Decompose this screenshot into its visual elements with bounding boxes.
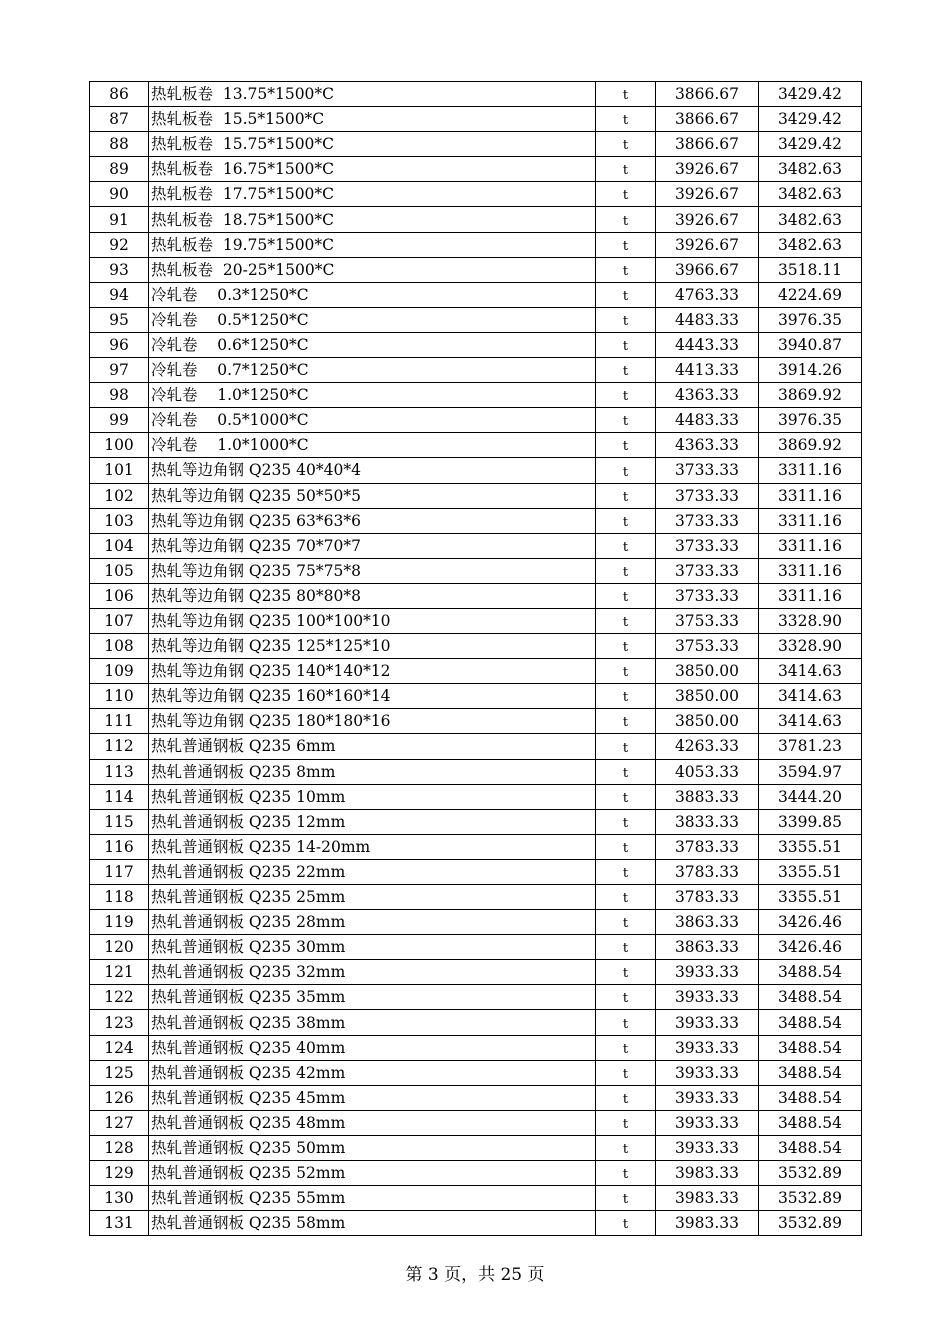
price-excl-cell: 3429.42 (759, 132, 862, 157)
table-row (90, 985, 862, 1010)
item-name-cell: 热轧等边角钢 Q235 40*40*4 (149, 458, 596, 483)
price-excl-cell: 3482.63 (759, 182, 862, 207)
price-cell: 3926.67 (656, 232, 759, 257)
price-cell: 3733.33 (656, 508, 759, 533)
price-cell: 3733.33 (656, 583, 759, 608)
price-excl-cell: 3429.42 (759, 82, 862, 107)
table-row (90, 1085, 862, 1110)
unit-cell: t (596, 1060, 656, 1085)
table-row (90, 558, 862, 583)
item-name-cell: 热轧普通钢板 Q235 55mm (149, 1186, 596, 1211)
item-number-cell: 119 (90, 910, 149, 935)
table-row (90, 508, 862, 533)
item-name-cell: 冷轧卷 0.5*1250*C (149, 307, 596, 332)
item-name-cell: 热轧普通钢板 Q235 40mm (149, 1035, 596, 1060)
item-number-cell: 108 (90, 634, 149, 659)
price-excl-cell: 3444.20 (759, 784, 862, 809)
item-number-cell: 110 (90, 684, 149, 709)
item-number-cell: 131 (90, 1211, 149, 1236)
price-excl-cell: 3869.92 (759, 433, 862, 458)
table-row (90, 809, 862, 834)
price-excl-cell: 3414.63 (759, 709, 862, 734)
item-name-cell: 热轧等边角钢 Q235 140*140*12 (149, 659, 596, 684)
table-row (90, 157, 862, 182)
unit-cell: t (596, 659, 656, 684)
unit-cell: t (596, 1186, 656, 1211)
price-cell: 3733.33 (656, 483, 759, 508)
item-number-cell: 115 (90, 809, 149, 834)
price-excl-cell: 3355.51 (759, 834, 862, 859)
price-cell: 3866.67 (656, 82, 759, 107)
price-excl-cell: 3518.11 (759, 257, 862, 282)
item-name-cell: 冷轧卷 1.0*1250*C (149, 383, 596, 408)
table-row (90, 1186, 862, 1211)
table-row (90, 358, 862, 383)
item-number-cell: 121 (90, 960, 149, 985)
price-cell: 3733.33 (656, 533, 759, 558)
item-name-cell: 热轧普通钢板 Q235 28mm (149, 910, 596, 935)
item-number-cell: 90 (90, 182, 149, 207)
price-excl-cell: 3488.54 (759, 985, 862, 1010)
item-number-cell: 130 (90, 1186, 149, 1211)
table-row (90, 458, 862, 483)
price-excl-cell: 3399.85 (759, 809, 862, 834)
item-name-cell: 热轧普通钢板 Q235 32mm (149, 960, 596, 985)
item-name-cell: 热轧等边角钢 Q235 63*63*6 (149, 508, 596, 533)
table-row (90, 307, 862, 332)
table-row (90, 182, 862, 207)
price-cell: 4443.33 (656, 332, 759, 357)
price-excl-cell: 3328.90 (759, 634, 862, 659)
table-row (90, 257, 862, 282)
table-row (90, 408, 862, 433)
item-number-cell: 94 (90, 282, 149, 307)
price-cell: 3933.33 (656, 985, 759, 1010)
price-cell: 4483.33 (656, 307, 759, 332)
table-row (90, 935, 862, 960)
item-number-cell: 93 (90, 257, 149, 282)
unit-cell: t (596, 107, 656, 132)
price-cell: 3863.33 (656, 910, 759, 935)
unit-cell: t (596, 684, 656, 709)
item-number-cell: 114 (90, 784, 149, 809)
price-cell: 3983.33 (656, 1161, 759, 1186)
unit-cell: t (596, 82, 656, 107)
price-cell: 3933.33 (656, 1010, 759, 1035)
item-number-cell: 120 (90, 935, 149, 960)
item-number-cell: 100 (90, 433, 149, 458)
item-name-cell: 热轧板卷 15.5*1500*C (149, 107, 596, 132)
unit-cell: t (596, 1211, 656, 1236)
item-name-cell: 冷轧卷 0.3*1250*C (149, 282, 596, 307)
unit-cell: t (596, 859, 656, 884)
table-row (90, 533, 862, 558)
table-row (90, 1135, 862, 1160)
price-excl-cell: 3355.51 (759, 859, 862, 884)
item-name-cell: 冷轧卷 0.7*1250*C (149, 358, 596, 383)
unit-cell: t (596, 383, 656, 408)
item-name-cell: 热轧等边角钢 Q235 100*100*10 (149, 608, 596, 633)
price-excl-cell: 3311.16 (759, 533, 862, 558)
price-cell: 3926.67 (656, 157, 759, 182)
table-row (90, 82, 862, 107)
item-name-cell: 冷轧卷 0.5*1000*C (149, 408, 596, 433)
table-row (90, 859, 862, 884)
item-name-cell: 冷轧卷 0.6*1250*C (149, 332, 596, 357)
unit-cell: t (596, 634, 656, 659)
item-number-cell: 113 (90, 759, 149, 784)
price-cell: 4363.33 (656, 383, 759, 408)
table-row (90, 1110, 862, 1135)
unit-cell: t (596, 157, 656, 182)
table-row (90, 1161, 862, 1186)
table-row (90, 583, 862, 608)
item-name-cell: 热轧板卷 13.75*1500*C (149, 82, 596, 107)
price-excl-cell: 3414.63 (759, 659, 862, 684)
table-row (90, 634, 862, 659)
price-excl-cell: 3482.63 (759, 232, 862, 257)
item-number-cell: 127 (90, 1110, 149, 1135)
price-cell: 3866.67 (656, 132, 759, 157)
price-excl-cell: 3488.54 (759, 960, 862, 985)
item-number-cell: 122 (90, 985, 149, 1010)
price-cell: 3933.33 (656, 1035, 759, 1060)
item-number-cell: 98 (90, 383, 149, 408)
unit-cell: t (596, 784, 656, 809)
price-cell: 3733.33 (656, 458, 759, 483)
item-name-cell: 热轧等边角钢 Q235 75*75*8 (149, 558, 596, 583)
item-number-cell: 103 (90, 508, 149, 533)
price-cell: 3863.33 (656, 935, 759, 960)
price-cell: 4483.33 (656, 408, 759, 433)
item-name-cell: 热轧普通钢板 Q235 22mm (149, 859, 596, 884)
unit-cell: t (596, 1135, 656, 1160)
item-number-cell: 107 (90, 608, 149, 633)
price-excl-cell: 3311.16 (759, 458, 862, 483)
price-excl-cell: 3976.35 (759, 408, 862, 433)
unit-cell: t (596, 132, 656, 157)
unit-cell: t (596, 358, 656, 383)
price-cell: 3966.67 (656, 257, 759, 282)
item-number-cell: 88 (90, 132, 149, 157)
price-excl-cell: 3940.87 (759, 332, 862, 357)
table-row (90, 1010, 862, 1035)
price-excl-cell: 3914.26 (759, 358, 862, 383)
item-number-cell: 111 (90, 709, 149, 734)
price-excl-cell: 3532.89 (759, 1186, 862, 1211)
item-number-cell: 129 (90, 1161, 149, 1186)
price-cell: 3983.33 (656, 1186, 759, 1211)
item-name-cell: 热轧等边角钢 Q235 180*180*16 (149, 709, 596, 734)
price-cell: 3926.67 (656, 207, 759, 232)
item-number-cell: 95 (90, 307, 149, 332)
table-row (90, 282, 862, 307)
table-row (90, 383, 862, 408)
table-row (90, 734, 862, 759)
unit-cell: t (596, 458, 656, 483)
price-excl-cell: 4224.69 (759, 282, 862, 307)
unit-cell: t (596, 910, 656, 935)
unit-cell: t (596, 332, 656, 357)
unit-cell: t (596, 935, 656, 960)
item-name-cell: 热轧普通钢板 Q235 42mm (149, 1060, 596, 1085)
price-excl-cell: 3532.89 (759, 1211, 862, 1236)
price-cell: 3883.33 (656, 784, 759, 809)
price-excl-cell: 3355.51 (759, 885, 862, 910)
item-number-cell: 123 (90, 1010, 149, 1035)
item-number-cell: 112 (90, 734, 149, 759)
price-cell: 3933.33 (656, 1110, 759, 1135)
item-number-cell: 125 (90, 1060, 149, 1085)
item-name-cell: 热轧普通钢板 Q235 50mm (149, 1135, 596, 1160)
price-cell: 3753.33 (656, 608, 759, 633)
page-footer: 第 3 页，共 25 页 (405, 1265, 545, 1285)
item-name-cell: 热轧普通钢板 Q235 52mm (149, 1161, 596, 1186)
price-excl-cell: 3328.90 (759, 608, 862, 633)
price-excl-cell: 3488.54 (759, 1135, 862, 1160)
item-number-cell: 102 (90, 483, 149, 508)
item-name-cell: 热轧等边角钢 Q235 80*80*8 (149, 583, 596, 608)
item-name-cell: 热轧普通钢板 Q235 45mm (149, 1085, 596, 1110)
price-excl-cell: 3426.46 (759, 935, 862, 960)
price-cell: 4263.33 (656, 734, 759, 759)
price-cell: 3783.33 (656, 859, 759, 884)
item-number-cell: 124 (90, 1035, 149, 1060)
price-cell: 3933.33 (656, 1085, 759, 1110)
price-cell: 4763.33 (656, 282, 759, 307)
price-excl-cell: 3532.89 (759, 1161, 862, 1186)
item-number-cell: 106 (90, 583, 149, 608)
item-name-cell: 热轧等边角钢 Q235 160*160*14 (149, 684, 596, 709)
table-row (90, 960, 862, 985)
item-name-cell: 热轧普通钢板 Q235 6mm (149, 734, 596, 759)
price-excl-cell: 3488.54 (759, 1060, 862, 1085)
table-row (90, 107, 862, 132)
table-row (90, 659, 862, 684)
unit-cell: t (596, 1010, 656, 1035)
table-row (90, 232, 862, 257)
item-name-cell: 热轧普通钢板 Q235 58mm (149, 1211, 596, 1236)
unit-cell: t (596, 985, 656, 1010)
item-name-cell: 热轧板卷 16.75*1500*C (149, 157, 596, 182)
item-number-cell: 118 (90, 885, 149, 910)
price-excl-cell: 3488.54 (759, 1110, 862, 1135)
item-name-cell: 热轧等边角钢 Q235 50*50*5 (149, 483, 596, 508)
item-name-cell: 热轧等边角钢 Q235 125*125*10 (149, 634, 596, 659)
price-cell: 3850.00 (656, 709, 759, 734)
unit-cell: t (596, 207, 656, 232)
table-row (90, 483, 862, 508)
item-number-cell: 105 (90, 558, 149, 583)
unit-cell: t (596, 558, 656, 583)
table-row (90, 784, 862, 809)
item-number-cell: 126 (90, 1085, 149, 1110)
table-row (90, 332, 862, 357)
item-name-cell: 热轧板卷 18.75*1500*C (149, 207, 596, 232)
table-row (90, 1035, 862, 1060)
price-cell: 3983.33 (656, 1211, 759, 1236)
unit-cell: t (596, 533, 656, 558)
item-name-cell: 热轧普通钢板 Q235 14-20mm (149, 834, 596, 859)
item-name-cell: 热轧普通钢板 Q235 38mm (149, 1010, 596, 1035)
item-number-cell: 128 (90, 1135, 149, 1160)
price-cell: 3733.33 (656, 558, 759, 583)
price-cell: 3783.33 (656, 885, 759, 910)
table-row (90, 132, 862, 157)
unit-cell: t (596, 307, 656, 332)
unit-cell: t (596, 1035, 656, 1060)
unit-cell: t (596, 734, 656, 759)
price-excl-cell: 3311.16 (759, 558, 862, 583)
price-cell: 3753.33 (656, 634, 759, 659)
item-number-cell: 92 (90, 232, 149, 257)
table-row (90, 885, 862, 910)
item-number-cell: 101 (90, 458, 149, 483)
item-name-cell: 热轧普通钢板 Q235 10mm (149, 784, 596, 809)
price-cell: 3850.00 (656, 684, 759, 709)
table-row (90, 684, 862, 709)
item-name-cell: 冷轧卷 1.0*1000*C (149, 433, 596, 458)
unit-cell: t (596, 1161, 656, 1186)
item-name-cell: 热轧等边角钢 Q235 70*70*7 (149, 533, 596, 558)
item-name-cell: 热轧普通钢板 Q235 25mm (149, 885, 596, 910)
item-number-cell: 89 (90, 157, 149, 182)
unit-cell: t (596, 483, 656, 508)
item-name-cell: 热轧普通钢板 Q235 35mm (149, 985, 596, 1010)
price-excl-cell: 3594.97 (759, 759, 862, 784)
item-name-cell: 热轧板卷 17.75*1500*C (149, 182, 596, 207)
table-row (90, 608, 862, 633)
unit-cell: t (596, 885, 656, 910)
item-number-cell: 104 (90, 533, 149, 558)
item-number-cell: 117 (90, 859, 149, 884)
price-excl-cell: 3311.16 (759, 508, 862, 533)
item-name-cell: 热轧普通钢板 Q235 30mm (149, 935, 596, 960)
price-cell: 3933.33 (656, 960, 759, 985)
price-excl-cell: 3482.63 (759, 157, 862, 182)
table-row (90, 1060, 862, 1085)
price-cell: 4053.33 (656, 759, 759, 784)
unit-cell: t (596, 759, 656, 784)
price-excl-cell: 3488.54 (759, 1035, 862, 1060)
price-excl-cell: 3488.54 (759, 1085, 862, 1110)
price-excl-cell: 3488.54 (759, 1010, 862, 1035)
unit-cell: t (596, 408, 656, 433)
price-cell: 3866.67 (656, 107, 759, 132)
table-row (90, 759, 862, 784)
table-row (90, 1211, 862, 1236)
price-cell: 3926.67 (656, 182, 759, 207)
unit-cell: t (596, 182, 656, 207)
unit-cell: t (596, 809, 656, 834)
unit-cell: t (596, 709, 656, 734)
unit-cell: t (596, 433, 656, 458)
price-cell: 4363.33 (656, 433, 759, 458)
price-excl-cell: 3976.35 (759, 307, 862, 332)
item-name-cell: 热轧板卷 15.75*1500*C (149, 132, 596, 157)
price-cell: 3933.33 (656, 1060, 759, 1085)
unit-cell: t (596, 1085, 656, 1110)
price-excl-cell: 3311.16 (759, 483, 862, 508)
price-cell: 3833.33 (656, 809, 759, 834)
item-name-cell: 热轧普通钢板 Q235 8mm (149, 759, 596, 784)
price-cell: 4413.33 (656, 358, 759, 383)
price-cell: 3850.00 (656, 659, 759, 684)
price-excl-cell: 3426.46 (759, 910, 862, 935)
unit-cell: t (596, 1110, 656, 1135)
item-number-cell: 96 (90, 332, 149, 357)
price-excl-cell: 3414.63 (759, 684, 862, 709)
price-excl-cell: 3482.63 (759, 207, 862, 232)
unit-cell: t (596, 834, 656, 859)
item-name-cell: 热轧板卷 20-25*1500*C (149, 257, 596, 282)
price-table-body (90, 82, 862, 1236)
table-row (90, 910, 862, 935)
unit-cell: t (596, 608, 656, 633)
item-name-cell: 热轧普通钢板 Q235 12mm (149, 809, 596, 834)
table-row (90, 709, 862, 734)
price-excl-cell: 3429.42 (759, 107, 862, 132)
item-number-cell: 86 (90, 82, 149, 107)
price-excl-cell: 3869.92 (759, 383, 862, 408)
unit-cell: t (596, 257, 656, 282)
item-number-cell: 109 (90, 659, 149, 684)
price-cell: 3933.33 (656, 1135, 759, 1160)
price-excl-cell: 3311.16 (759, 583, 862, 608)
table-row (90, 834, 862, 859)
item-name-cell: 热轧板卷 19.75*1500*C (149, 232, 596, 257)
item-number-cell: 91 (90, 207, 149, 232)
unit-cell: t (596, 282, 656, 307)
unit-cell: t (596, 232, 656, 257)
price-excl-cell: 3781.23 (759, 734, 862, 759)
price-cell: 3783.33 (656, 834, 759, 859)
item-number-cell: 97 (90, 358, 149, 383)
item-number-cell: 116 (90, 834, 149, 859)
item-name-cell: 热轧普通钢板 Q235 48mm (149, 1110, 596, 1135)
price-table (89, 81, 862, 1236)
item-number-cell: 99 (90, 408, 149, 433)
table-row (90, 433, 862, 458)
unit-cell: t (596, 960, 656, 985)
item-number-cell: 87 (90, 107, 149, 132)
unit-cell: t (596, 508, 656, 533)
unit-cell: t (596, 583, 656, 608)
table-row (90, 207, 862, 232)
